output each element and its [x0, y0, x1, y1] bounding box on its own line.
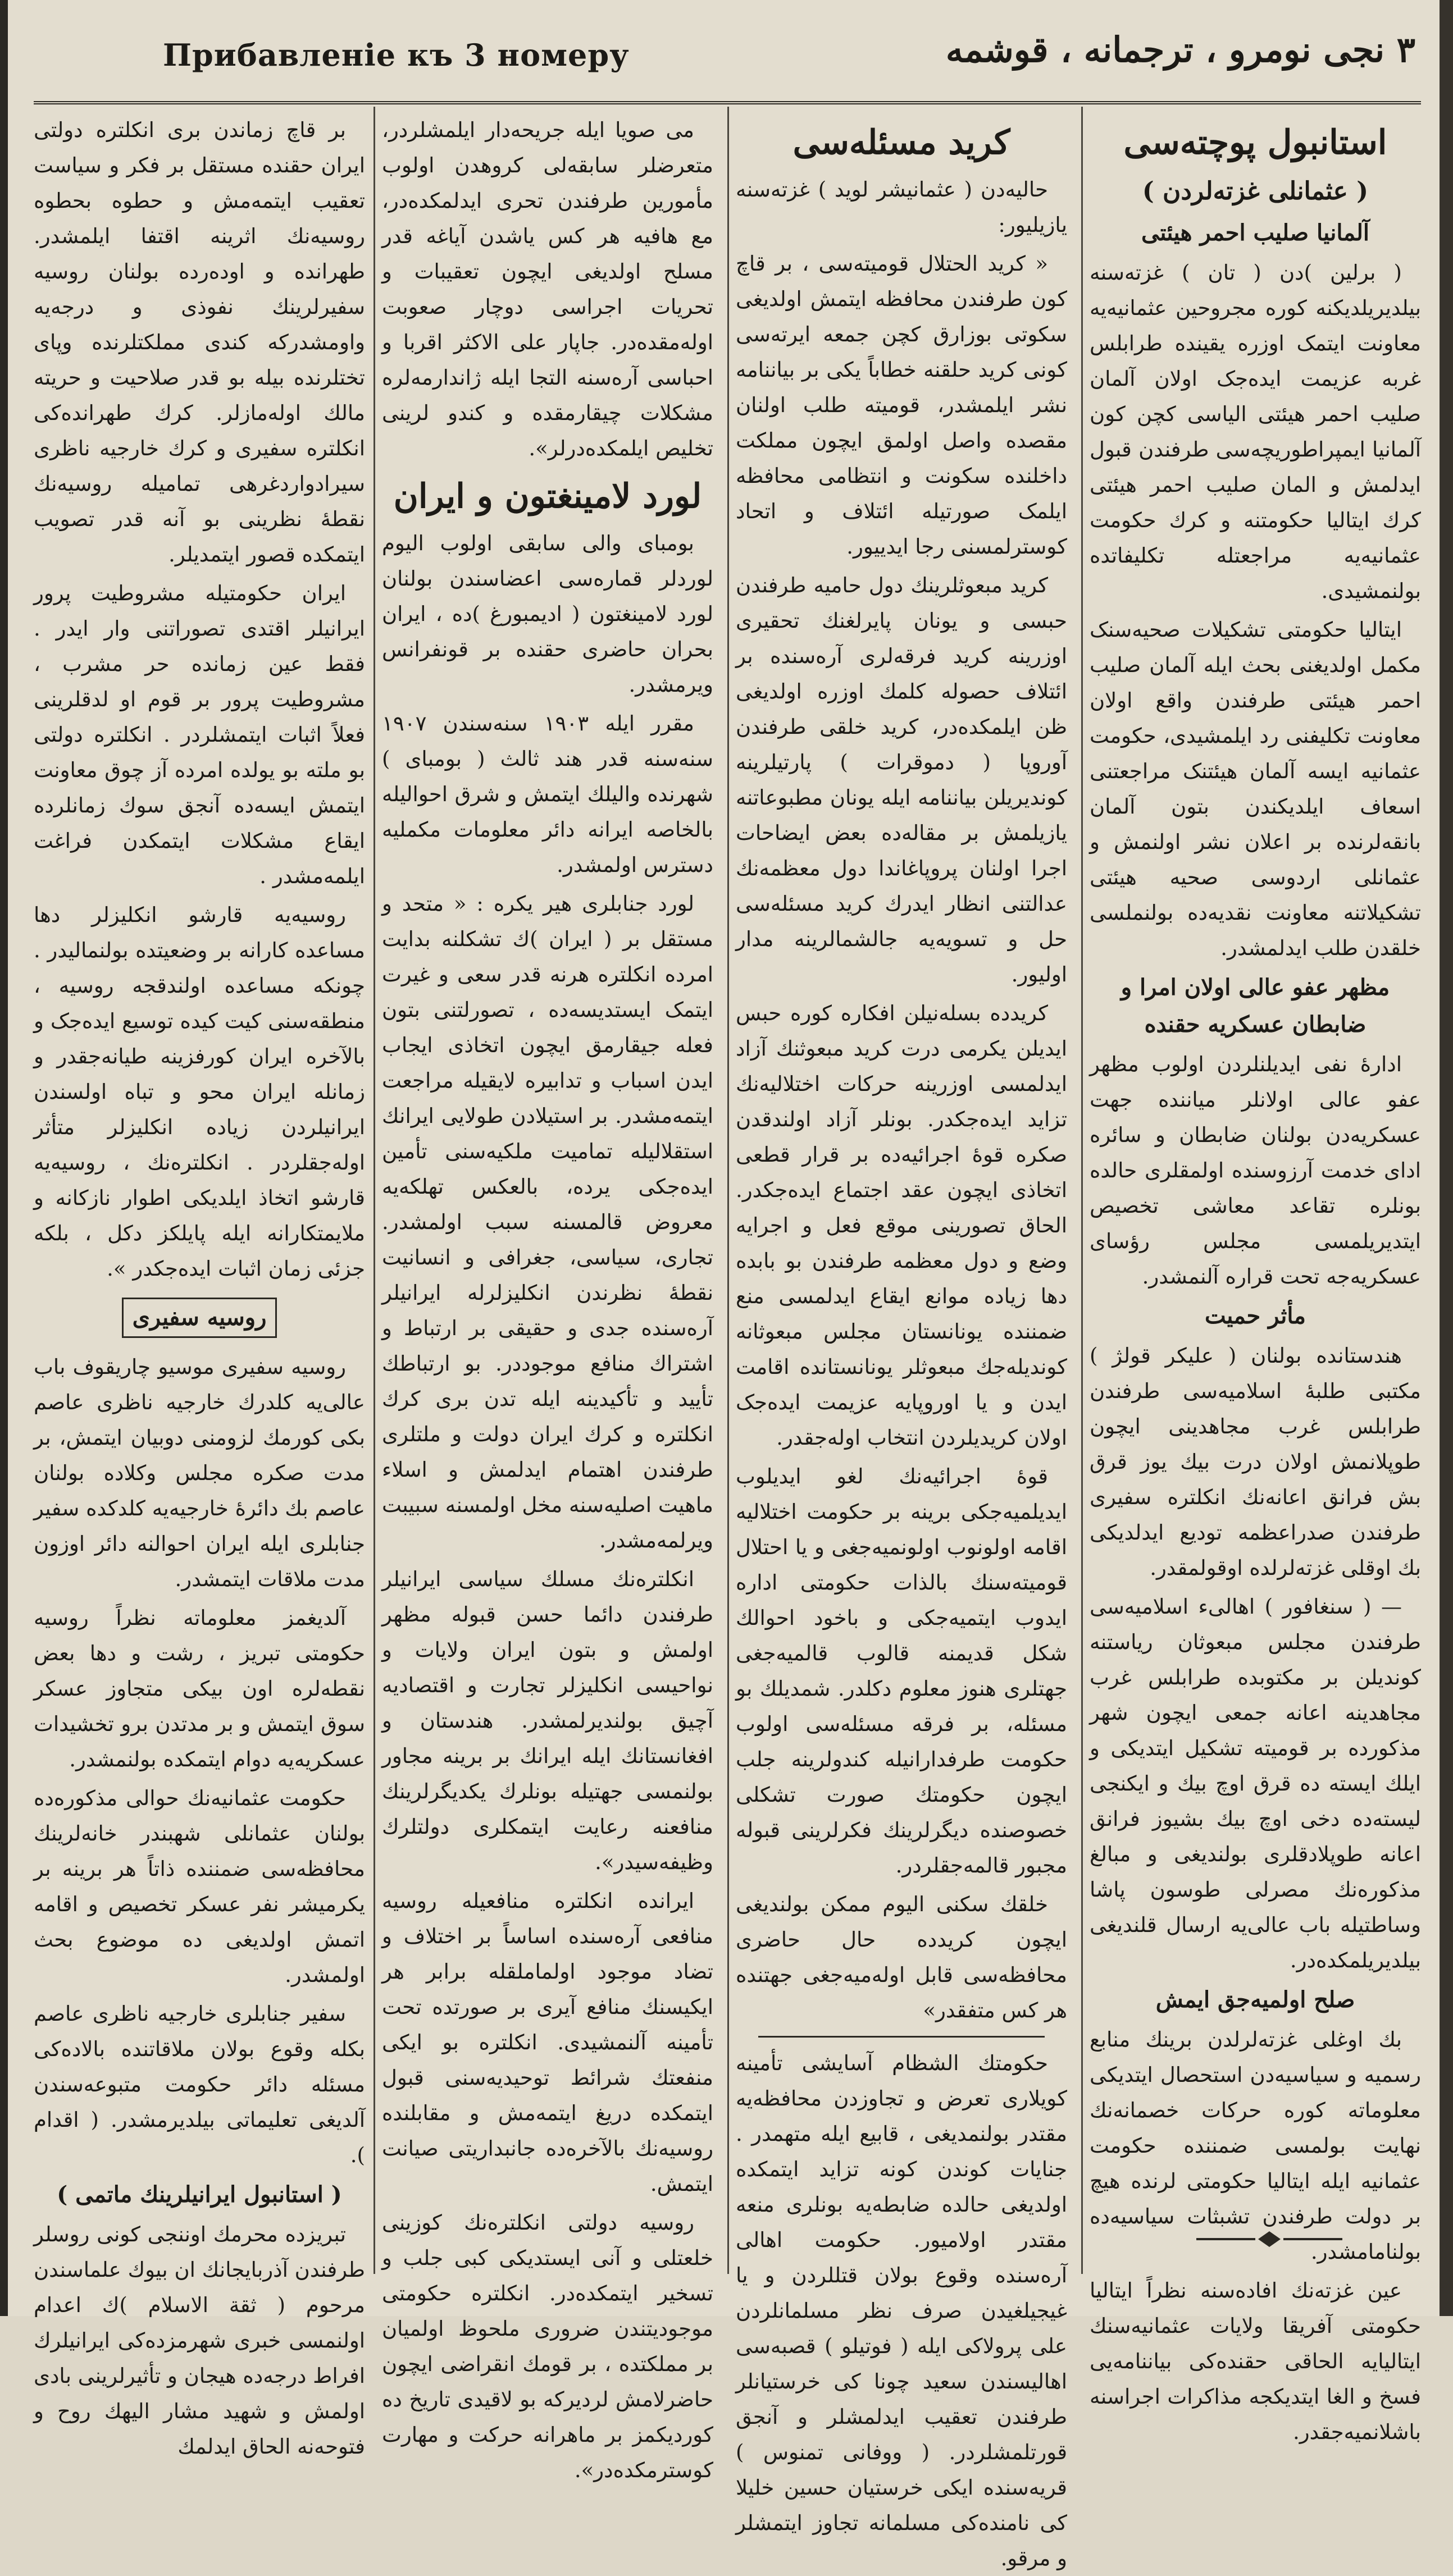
paragraph: ایتالیا حکومتی تشکیلات صحیه‌سنک مکمل اولدیغنی بحث ایله آلمان صلیب احمر هیئتی طرفندن واقع اولان معاونت تکلیفنی رد ایلمشیدی، حکومت عثمانیه ایسه آلمان هیئتنک مراجعتنی اسعاف ایلدیکندن بتون آلمان بانقه‌لرنده بر اعلان نشر اولنمش و عثمانلی اردوسی صحیه هیئتی تشکیلاتنه معاونت نقدیه‌ده بولنملسی خلقدن طلب ایدلمشدر. — [1090, 618, 1421, 960]
section-title-russian-ambassador: روسیه سفیری — [122, 1298, 277, 1338]
column-1 — [1090, 112, 1421, 2444]
paragraph: کرید‌ده بسله‌نیلن افکاره کوره حبس ایدیلن یکرمی درت کرید مبعوثنك آزاد ایدلمسی اوزرینه حرکات اختلالیه‌نك تزاید ایده‌جکدر. بونلر آزاد اولندقدن صکره قوهٔ اجرائیه‌ده بر قرار قطعی اتخاذی ایچون عقد اجتماع ایده‌جکدر. الحاق تصورینی موقع فعل و اجرایه وضع و دول معظمه طرفندن بو بابده دها زیاده موانع ایقاع ایدلمسی منع ضمننده یونانستان مجلس مبعوثانه کوندیله‌جك مبعوثلر یونانستانده اقامت ایدن و یا اوروپایه عزیمت ایده‌جک اولان کریدیلردن انتخاب اوله‌جقدر. — [736, 1001, 1067, 1450]
paragraph: هندستانده بولنان ( علیکر قولژ ) مکتبی طلبهٔ اسلامیه‌سی طرفندن طرابلس غرب مجاهدینی ایچون طوپلانمش اولان درت بیك یوز قرق بش فرانق اعانه‌نك انکلتره سفیری طرفندن صدراعظمه تودیع ایدلدیکی بك اوقلی غزته‌لرلده اوقولمقدر. — [1090, 1344, 1421, 1580]
paragraph: بك اوغلی غزته‌لرلدن برینك منابع رسمیه و سیاسیه‌دن استحصال ایتدیکی معلوماته کوره حرکات خصمانه‌نك نهایت بولمسی ضمننده حکومت عثمانیه ایله ایتالیا حکومتی لرنده هیچ بر دولت طرفندن تشبثات سیاسیه‌ده بولنامامشدر. — [1090, 2027, 1421, 2264]
column-divider — [727, 107, 729, 2274]
column-divider — [374, 107, 375, 2274]
paragraph: « کرید الحتلال قومیته‌سی ، بر قاچ کون طرفندن محافظه ایتمش اولدیغی سکوتی بوزارق کچن جمعه ایرته‌سی کونی کرید حلقنه خطاباً یکی بر بیاننامه نشر ایلمشدر، قومیته طلب اولنان مقصده واصل اولمق ایچون مملکت داخلنده سکونت و انتظامی محافظه ایلمک صورتیله ائتلاف و اتحاد کوسترلمسنی رجا ایدییور. — [736, 252, 1067, 559]
scan-edge-left — [0, 0, 8, 2316]
paragraph: حالیه‌دن ( عثمانیشر لوید ) غزته‌سنه یازیلیور: — [736, 177, 1067, 237]
section-title-red-cross: آلمانیا صلیب احمر هیئتی — [1141, 220, 1369, 246]
paragraph: حکومتك الشظام آسایشی تأمینه کویلاری تعرض و تجاوزدن محافظه‌یه مقتدر بولنمدیغی ، قابیع ایله متهمدر . جنایات کوندن کونه تزاید ایتمکده اولدیغی حالده ضابطه‌یه بونلری منعه مقتدر اولامیور. حکومت اهالی آره‌سنده وقوع بولان قتللردن و یا غیجیلغیدن صرف نظر مسلمانلردن علی پرولاکی ایله ( فوتیلو ) قصبه‌سی اهالیسندن سعید چونا کی خرستیانلر طرفندن تعقیب ایدلمشلر و آنجق قورتلمشلردر. ( ووفانی تمنوس ) قریه‌سنده ایکی خرستیان حسین خلیلا کی نامنده‌کی مسلمانه تجاوز ایتمشلر و مرقو. — [736, 2051, 1067, 2570]
paragraph: حکومت عثمانیه‌نك حوالی مذکوره‌ده بولنان عثمانلی شهبندر خانه‌لرینك محافظه‌سی ضمننده ذاتاً هر برینه بر یکرمیشر نفر عسکر تخصیص و اقامه اتمش اولدیغی ده موضوع بحث اولمشدر. — [34, 1786, 365, 1987]
paragraph: ایران حکومتیله مشروطیت پرور ایرانیلر اقتدی تصوراتنی وار ایدر . فقط عین زمانده حر مشرب ، مشروطیت پرور بر قوم او لدقلرینی فعلاً اثبات ایتمشلردر . انکلتره دولتی بو ملته بو یولده امرده آز چوق معاونت ایتمش ایسه‌ده آنجق سوك زمانلرده ایقاع مشکلات ایتمکدن فراغت ایلمه‌مشدر . — [34, 581, 365, 888]
paragraph: تبریزده محرمك اوننجی کونی روسلر طرفندن آذربایجانك ان بیوك علماسندن مرحوم ( ثقة الاسلام )ك اعدام اولنمسی خبری شهرمزده‌کی ایرانیلرك افراط درجه‌ده هیجان و تأثیرلرینی بادی اولمش و شهید مشار الیهك روح و فتوحه‌نه الحاق ایدلمك — [34, 2222, 365, 2459]
paragraph: انکلتره‌نك مسلك سیاسی ایرانیلر طرفندن دائما حسن قبوله مظهر اولمش و بتون ایران ولایات و نواحیسی انکلیزلر تجارت و اقتصادیه آچیق بولندیرلمشدر. هندستان و افغانستانك ایله ایرانك بر برینه مجاور بولنمسی جهتیله بونلرك یکدیگرلرینك منافعنه رعایت ایتمکلری دولتلرك وظیفه‌سیدر». — [382, 1567, 713, 1874]
paragraph: — ( سنغافور ) اهالیء اسلامیه‌سی طرفندن مجلس مبعوثان ریاستنه کوندیلن بر مکتوبده طرابلس غرب مجاهدینه اعانه جمعی ایچون شهر مذکورده بر قومیته تشکیل ایتدیکی و ایلك ایسته ده قرق اوچ بیك و ایکنجی لیسته‌ده دخی اوچ بیك بشیوز فرانق اعانه طوپلادقلری بولندیغی و مبالغ مذکوره‌نك مصرلی طوسون پاشا وساطتیله باب عالی‌یه ارسال قلندیغی بیلدیریلمکده‌در. — [1090, 1595, 1421, 1972]
boxed-heading-wrap — [34, 1294, 365, 1341]
paragraph: بر قاچ زماندن بری انکلتره دولتی ایران حقنده مستقل بر فکر و سیاست تعقیب ایتمه‌مش و حطوه بحطوه روسیه‌نك اثرینه اقتفا ایلمشدر. طهرانده و اوده‌رده بولنان روسیه سفیرلرینك نفوذی و درجه‌یه واومشدرکه کندی مملکتلرنده وپای تختلرنده بیله بو قدر صلاحیت و حریته مالك اوله‌مازلر. کرك طهرانده‌کی انکلتره سفیری و کرك خارجیه ناظری سیرادواردغرهی تماميله روسیه‌نك نقطهٔ نظرینی بو آنه قدر تصویب ایتمکده قصور ایتمدیلر. — [34, 118, 365, 567]
masthead — [34, 17, 1421, 104]
column-4 — [34, 112, 365, 2459]
paragraph: ایرانده انکلتره منافعیله روسیه منافعی آره‌سنده اساساً بر اختلاف و تضاد موجود اولماملقله برابر هر ایکیسنك منافع آیری بر صورتده تحت تأمینه آلنمشیدی. انکلتره بو ایکی منفعتك شرائط توحیدیه‌سنی قبول ایتمکده دریغ ایتمه‌مش و مقابلنده روسیه‌نك بالآخره‌ده جانبداریتی صیانت ایتمش. — [382, 1889, 713, 2196]
scan-edge-right — [1440, 0, 1453, 2316]
paragraph: روسیه‌یه قارشو انکلیزلر دها مساعده کارانه بر وضعیتده بولنمالیدر . چونکه مساعده اولندقجه روسیه ، منطقه‌سنی کیت کیده توسیع ایده‌جک و بالآخره ایران کورفزینه طیانه‌جقدر و زمانله ایران محو و تباه اولسندن ایرانیلردن زیاده انکلیزلر متأثر اوله‌جقلردر . انکلتره‌نك ، روسیه‌یه قارشو اتخاذ ایلدیکی اطوار نازکانه و ملایمتکارانه ایله پایلکز دکل ، بلکه جزئی زمان اثبات ایده‌جکدر ». — [34, 903, 365, 1281]
paragraph: روسیه سفیری موسیو چاریقوف باب عالی‌یه کلدرك خارجیه ناظری عاصم بکی کورمك لزومنی دوبیان ایتمش، بر مدت صکره مجلس وکلاده بولنان عاصم بك دائرهٔ خارجیه‌یه کلدکده سفیر جنابلری ایله ایران احوالنه دائر اوزون مدت ملاقات ایتمشدر. — [34, 1355, 365, 1591]
supplement-title-russian: Прибавленiе къ 3 номеру — [163, 37, 630, 73]
paragraph: خلقك سکنی الیوم ممکن بولندیغی ایچون کرید‌ده حال حاضری محافظه‌سی قابل اوله‌میه‌جغی جهتنده هر کس متفقدر» — [736, 1892, 1067, 2022]
supplement-title-ottoman: ۳ نجی نومرو ، ترجمانه ، قوشمه — [945, 29, 1415, 70]
paragraph: می صویا ایله جریحه‌دار ایلمشلردر، متعرضلر سابقه‌لی کروهدن اولوب مأمورین طرفندن تحری ایدلمکده‌در، مع هافیه هر کس یاشدن آیاغه قدر مسلح اولدیغی ایچون تعقیبات و تحریات اجراسی دوچار صعوبت اوله‌مقده‌در. جاپار علی الاکثر اقربا و احباسی آره‌سنه التجا ایله ژاندارمه‌لره مشکلات چیقارمقده و کندو لرینی تخلیص ایلمکده‌درلر». — [382, 118, 713, 460]
article-title-istanbul-post: استانبول پوچته‌سی — [1123, 123, 1387, 162]
section-title-amnesty: مظهر عفو عالی اولان امرا و ضابطان عسکریه حقنده — [1121, 974, 1390, 1038]
paragraph: بومبای والی سابقی اولوب الیوم لوردلر قماره‌سی اعضاسندن بولنان لورد لامینغتون ( ادیمبورغ )ده ، ایران بحران حاضری حقنده بر قونفرانس ویرمشدر. — [382, 531, 713, 697]
article-title-lamington: لورد لامینغتون و ایران — [393, 477, 702, 516]
column-2 — [736, 112, 1067, 2570]
paragraph: عین غزته‌نك افاده‌سنه نظراً ایتالیا حکومتی آفریقا ولایات عثمانیه‌سنك ایتالیایه الحاقی حقنده‌کی بیاننامه‌یی فسخ و الغا ایتدیکجه مذاکرات اجراسنه باشلانمیه‌جقدر. — [1090, 2278, 1421, 2444]
column-divider — [1081, 107, 1083, 2274]
column-3 — [382, 112, 713, 2482]
paragraph: سفیر جنابلری خارجیه ناظری عاصم بکله وقوع بولان ملاقاتنده بالاده‌کی مسئله دائر حکومت متبوعه‌سندن آلدیغی تعلیماتی بیلدیرمشدر. ( اقدام ). — [34, 2002, 365, 2167]
paragraph: کرید مبعوثلرینك دول حامیه طرفندن حبسی و یونان پایرلغنك تحقیری اوزرینه کرید فرقه‌لری آره‌سنده بر ائتلاف حصوله کلمك اوزره اولدیغی ظن ایلمکده‌در، کرید خلقی طرفندن آوروپا ( دموقرات ) پارتیلرینه کوندیریلن بیاننامه ایله یونان مطبوعاتنه یازیلمش بر مقاله‌ده بعض ایضاحات اجرا اولنان پروپاغاندا دول معظمه‌نك عدالتنی انظار ایدرك کرید مسئله‌سی حل و تسویه‌یه جالشمالرینه مدار اولیور. — [736, 573, 1067, 986]
article-title-crete: کرید مسئله‌سی — [792, 123, 1010, 162]
section-title-patriotism: مأثر حمیت — [1205, 1303, 1306, 1329]
article-subtitle: ( عثمانلی غزته‌لردن ) — [1142, 177, 1369, 205]
paragraph: ( برلین )دن ( تان ) غزته‌سنه بیلدیریلدیکنه کوره مجروحین عثمانیه‌یه معاونت ایتمک اوزره یقینده طرابلس غربه عزیمت ایده‌جک اولان آلمان صلیب احمر هیئتی الیاسی کچن کون آلمانیا ایمپراطوریچه‌سی طرفندن قبول ایدلمش و المان صلیب احمر هیئتی کرك ایتالیا حکومتنه و کرك حکومت عثمانیه‌یه مراجعتله تکلیفاتده بولنمشیدی. — [1090, 261, 1421, 603]
ornament-icon — [1196, 2228, 1342, 2250]
section-title-mourning: ( استانبول ایرانیلرینك ماتمی ) — [57, 2181, 342, 2208]
paragraph: لورد جنابلری هیر یکره : « متحد و مستقل بر ( ایران )ك تشکلنه بدایت امرده انکلتره هرنه قدر سعی و غیرت ایتمک ایستدیسه‌ده ، تصورلتنی بتون فعله جیقارمق ایچون اتخاذی ایجاب ایدن اسباب و تدابیره لایقیله مراجعت ایتمه‌مشدر. بر استیلادن طولایی ایرانك استقلالیله تمامیت ملکیه‌سنی تأمین ایده‌جکی یرده، بالعکس تهلکه‌یه معروض قالمسنه سبب اولمشدر. تجاری، سیاسی، جغرافی و انسانیت نقطهٔ نظرندن انکلیزلرله ایرانیلر آره‌سنده جدی و حقیقی بر ارتباط و اشتراك منافع موجوددر. بو ارتباطك تأیید و تأکیدینه ایله تدن بری کرك انکلتره و کرك ایران دولت و ملتلری طرفندن اهتمام ایدلمش و اسلاء ماهیت اصلیه‌سنه مخل اولمسنه سبیبت ویرلمه‌مشدر. — [382, 892, 713, 1552]
paragraph: روسیه دولتی انکلتره‌نك کوزینی خلعتلی و آنی ایستدیکی کبی جلب و تسخیر ایتمکده‌در. انکلتره حکومتی موجودیتندن ضروری ملحوظ اولمیان بر مملکتده ، بر قومك انقراضی ایچون حاضرلامش لردیرکه بو لاقیدی تاریخ ده کوردیکمز بر ماهرانه حرکت و مهارت کوسترمکده‌در». — [382, 2210, 713, 2482]
paragraph: آلدیغمز معلوماته نظراً روسیه حکومتی تبریز ، رشت و دها بعض نقطه‌لره اون بیکی متجاوز عسکر سوق ایتمش و بر مدتدن برو تخشیدات عسکریه‌یه دوام ایتمکده بولنمشدر. — [34, 1606, 365, 1771]
paragraph: مقرر ایله ۱۹۰۳ سنه‌سندن ۱۹۰۷ سنه‌سنه قدر هند ثالث ( بومبای ) شهرنده والیلك ایتمش و شرق احوالیله بالخاصه ایرانه دائر معلومات مکملیه دسترس اولمشدر. — [382, 711, 713, 877]
paragraph: قوهٔ اجرائیه‌نك لغو ایدیلوب ایدیلمیه‌جکی برینه بر حکومت اختلالیه اقامه اولونوب اولونمیه‌جغی و یا احتلال قومیته‌سنك بالذات حکومتی اداره ایدوب ایتمیه‌جکی و باخود احوالك شکل قدیمنه قالوب قالمیه‌جغی جهتلری هنوز معلوم دکلدر. شمدیلك بو مسئله، بر فرقه مسئله‌سی اولوب حکومت طرفدارانیله کندولرینه جلب ایچون حکومتك صورت تشکلی خصوصنده دیگرلرینك فکرلرینی قبوله مجبور قالمه‌جقلردر. — [736, 1464, 1067, 1878]
section-title-no-peace: صلح اولمیه‌جق ایمش — [1155, 1986, 1355, 2013]
separator-rule — [758, 2036, 1045, 2038]
paragraph: ادارهٔ نفی ایدیلنلردن اولوب مظهر عفو عالی اولانلر میاننده جهت عسکریه‌دن بولنان ضابطان و سائره ادای خدمت آرزوسنده اولمقلری حالده بونلره تقاعد معاشی تخصیص ایتدیریلمسی مجلس رؤسای عسکریه‌جه تحت قراره آلنمشدر. — [1090, 1052, 1421, 1289]
